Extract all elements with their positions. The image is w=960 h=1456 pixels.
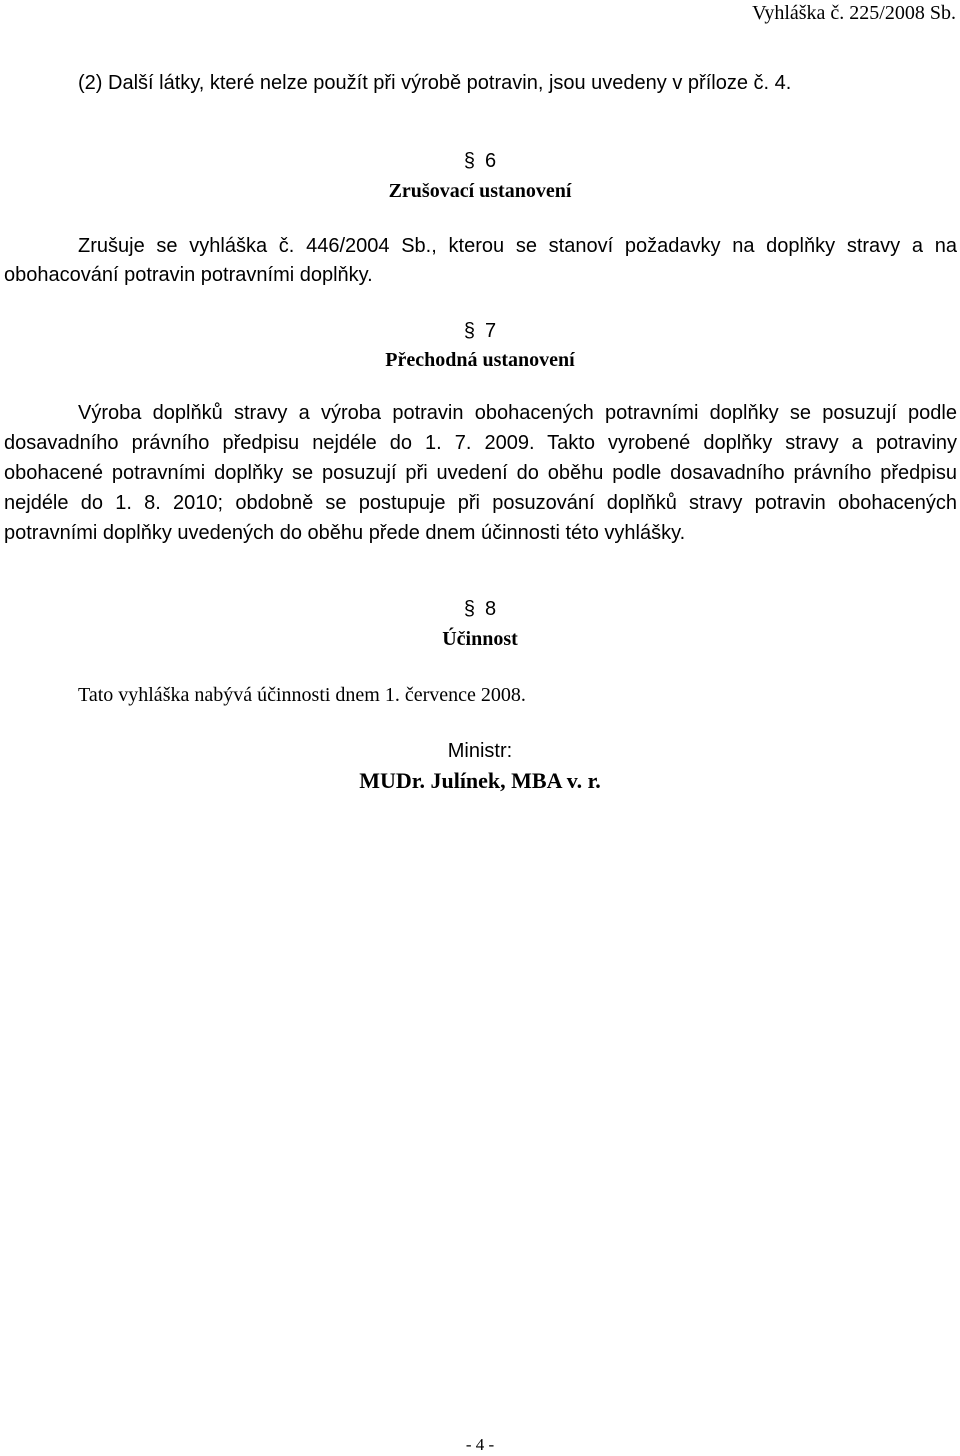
section-7-number [0, 320, 960, 343]
section-6-number-value: 6 [485, 150, 497, 172]
section-7-number-value: 7 [485, 320, 497, 342]
section-8-number-value: 8 [485, 598, 497, 620]
signer-name: MUDr. Julínek, MBA v. r. [359, 768, 601, 793]
signer-role: Ministr: [447, 740, 513, 762]
section-8-number [0, 598, 960, 621]
section-8-text: Tato vyhláška nabývá účinnosti dnem 1. července 2008. [78, 684, 526, 706]
page-number: - 4 - [465, 1435, 495, 1454]
section-7-text: Výroba doplňků stravy a výroba potravin obohacených potravními doplňky se posuzují podle dosavadního právního předpisu nejdéle do 1. 7. 2009. Takto vyrobené doplňky stravy a potraviny obohacené potravními doplňky se posuzují při uvedení do oběhu podle dosavadního právního předpisu nejdéle do 1. 8. 2010; obdobně se postupuje při posuzování doplňků stravy potravin obohacených potravními doplňky uvedených do oběhu přede dnem účinnosti této vyhlášky. [4, 402, 957, 544]
section-7-sign: § [463, 320, 475, 342]
section-6-title: Zrušovací ustanovení [388, 180, 572, 202]
document-reference-header: Vyhláška č. 225/2008 Sb. [752, 2, 956, 24]
section-7-title: Přechodná ustanovení [385, 349, 575, 371]
intro-paragraph: (2) Další látky, které nelze použít při výrobě potravin, jsou uvedeny v příloze č. 4. [78, 72, 792, 94]
section-6-text: Zrušuje se vyhláška č. 446/2004 Sb., kterou se stanoví požadavky na doplňky stravy a na obohacování potravin potravními doplňky. [4, 235, 957, 286]
section-8-title: Účinnost [442, 628, 518, 650]
section-8-sign: § [463, 598, 475, 620]
section-6-number [0, 150, 960, 173]
section-6-sign: § [463, 150, 475, 172]
